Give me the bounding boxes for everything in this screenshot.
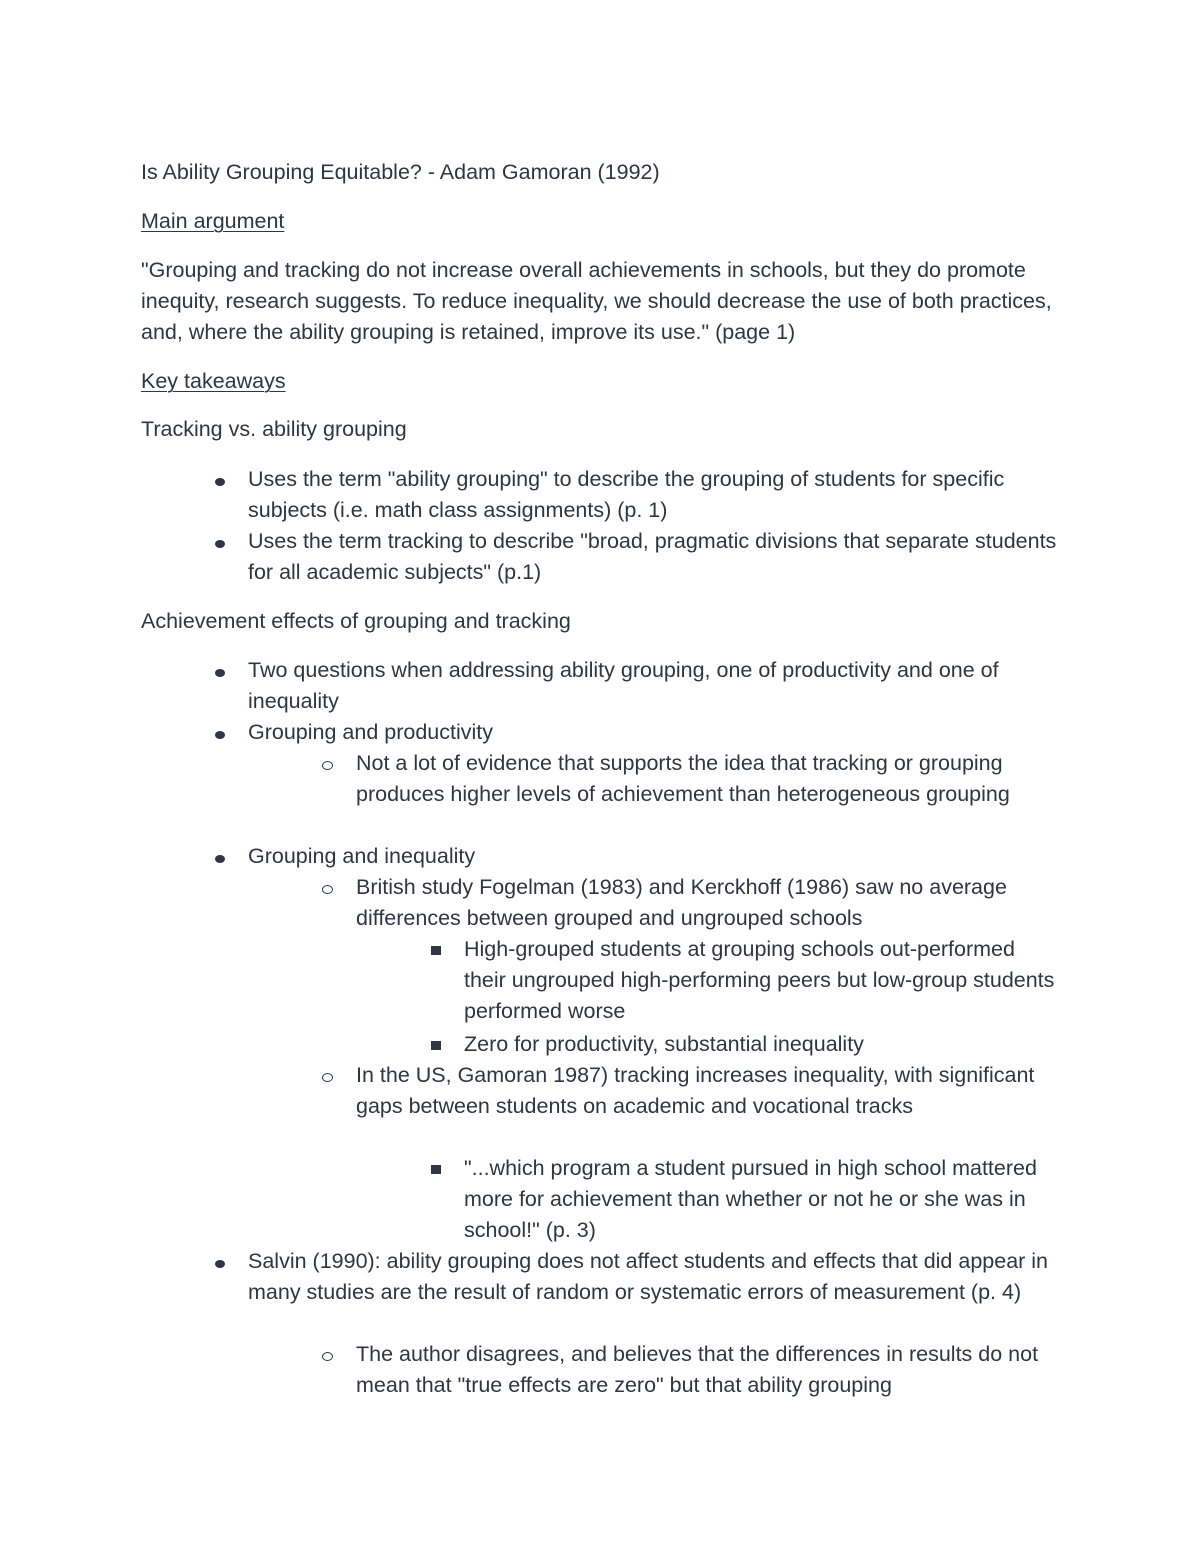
section-heading-achievement-effects: Achievement effects of grouping and tracking	[141, 609, 571, 633]
list-item: Uses the term tracking to describe "broad, pragmatic divisions that separate students for all academic subjects" (p.1)	[248, 529, 1057, 584]
list-item: Two questions when addressing ability grouping, one of productivity and one of inequality	[248, 658, 999, 713]
bullet-disc-icon	[215, 731, 225, 739]
bullet-square-icon	[431, 1041, 441, 1050]
key-takeaways-heading: Key takeaways	[141, 369, 286, 393]
list-item: British study Fogelman (1983) and Kerckhoff (1986) saw no average differences between grouped and ungrouped schools	[356, 875, 1007, 930]
list-item: The author disagrees, and believes that the differences in results do not mean that "true effects are zero" but that ability grouping	[356, 1342, 1039, 1397]
bullet-disc-icon	[215, 478, 225, 486]
bullet-circle-icon	[322, 1352, 333, 1361]
bullet-square-icon	[431, 946, 441, 955]
list-item: "...which program a student pursued in high school mattered more for achievement than whether or not he or she was in school!" (p. 3)	[464, 1156, 1037, 1242]
bullet-disc-icon	[215, 540, 225, 548]
list-item: Salvin (1990): ability grouping does not affect students and effects that did appear in many studies are the result of random or systematic errors of measurement (p. 4)	[248, 1249, 1049, 1304]
bullet-circle-icon	[322, 885, 333, 894]
main-argument-quote: "Grouping and tracking do not increase overall achievements in schools, but they do promote inequity, research suggests. To reduce inequality, we should decrease the use of both practices, and, where the ability grouping is retained, improve its use." (page 1)	[141, 258, 1052, 344]
list-item: Grouping and inequality	[248, 844, 476, 868]
section-heading-tracking-vs-grouping: Tracking vs. ability grouping	[141, 417, 407, 441]
bullet-circle-icon	[322, 1073, 333, 1082]
list-item: High-grouped students at grouping schools out-performed their ungrouped high-performing peers but low-group students performed worse	[464, 937, 1055, 1023]
list-item: Zero for productivity, substantial inequality	[464, 1032, 864, 1056]
bullet-circle-icon	[322, 761, 333, 770]
document-title: Is Ability Grouping Equitable? - Adam Gamoran (1992)	[141, 160, 660, 184]
bullet-disc-icon	[215, 855, 225, 863]
list-item: In the US, Gamoran 1987) tracking increases inequality, with significant gaps between students on academic and vocational tracks	[356, 1063, 1035, 1118]
bullet-disc-icon	[215, 669, 225, 677]
bullet-square-icon	[431, 1165, 441, 1174]
list-item: Grouping and productivity	[248, 720, 494, 744]
bullet-disc-icon	[215, 1260, 225, 1268]
main-argument-heading: Main argument	[141, 209, 285, 233]
list-item: Not a lot of evidence that supports the idea that tracking or grouping produces higher levels of achievement than heterogeneous grouping	[356, 751, 1010, 806]
list-item: Uses the term "ability grouping" to describe the grouping of students for specific subjects (i.e. math class assignments) (p. 1)	[248, 467, 1005, 522]
